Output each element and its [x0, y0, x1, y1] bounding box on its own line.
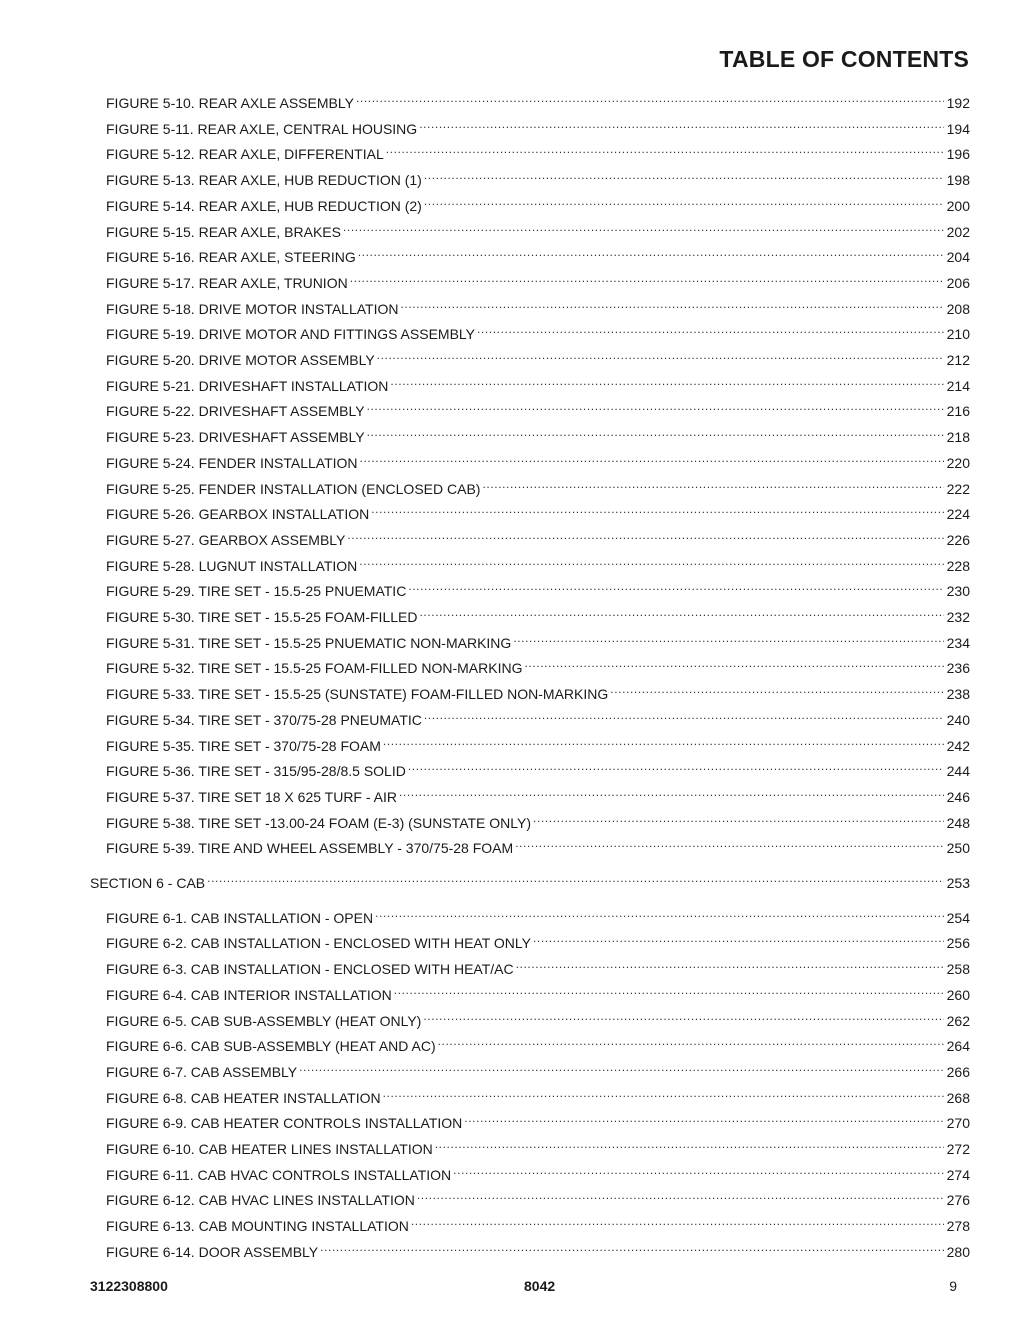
- toc-entry-page: 280: [946, 1243, 970, 1260]
- toc-figure-entry[interactable]: [106, 705, 970, 728]
- toc-figure-entry[interactable]: [106, 345, 970, 368]
- toc-entry-label: FIGURE 5-35. TIRE SET - 370/75-28 FOAM: [106, 737, 381, 754]
- toc-entry-page: 198: [946, 172, 970, 189]
- toc-figure-entry[interactable]: [106, 954, 970, 978]
- toc-entry-label: FIGURE 5-30. TIRE SET - 15.5-25 FOAM-FILLED: [106, 609, 418, 625]
- toc-entry-label: FIGURE 6-10. CAB HEATER LINES INSTALLATION: [106, 1141, 433, 1157]
- toc-figure-entry[interactable]: [106, 396, 970, 420]
- toc-figure-entry[interactable]: [106, 576, 970, 600]
- toc-figure-entry[interactable]: [106, 499, 970, 523]
- toc-entry-label: FIGURE 6-2. CAB INSTALLATION - ENCLOSED WITH HEAT ONLY: [106, 935, 531, 952]
- toc-entry-label: FIGURE 5-14. REAR AXLE, HUB REDUCTION (2): [106, 197, 422, 214]
- toc-entry-page: 224: [946, 506, 970, 523]
- dot-leader: [477, 319, 944, 339]
- toc-entry-page: 220: [946, 454, 970, 471]
- dot-leader: [438, 1031, 944, 1051]
- toc-entry-page: 254: [946, 909, 970, 926]
- toc-entry-label: FIGURE 6-14. DOOR ASSEMBLY: [106, 1243, 319, 1260]
- dot-leader: [359, 551, 943, 571]
- toc-entry-page: 250: [946, 840, 970, 857]
- dot-leader: [453, 1160, 944, 1180]
- toc-figure-entry[interactable]: [106, 319, 970, 343]
- dot-leader: [464, 1108, 943, 1128]
- dot-leader: [394, 980, 944, 1000]
- toc-figure-entry[interactable]: [106, 679, 970, 703]
- toc-figure-entry[interactable]: [106, 1083, 970, 1106]
- toc-figure-entry[interactable]: [106, 1185, 970, 1209]
- toc-entry-label: FIGURE 5-23. DRIVESHAFT ASSEMBLY: [106, 429, 365, 446]
- dot-leader: [533, 928, 944, 948]
- dot-leader: [358, 242, 944, 262]
- dot-leader: [419, 602, 943, 622]
- dot-leader: [513, 628, 943, 648]
- toc-section-entry[interactable]: [90, 868, 970, 891]
- toc-figure-entry[interactable]: [106, 525, 970, 548]
- toc-entry-label: FIGURE 5-11. REAR AXLE, CENTRAL HOUSING: [106, 120, 418, 137]
- toc-entry-page: 210: [946, 326, 970, 343]
- toc-figure-entry[interactable]: [106, 1237, 970, 1260]
- dot-leader: [423, 1006, 943, 1026]
- toc-figure-entry[interactable]: [106, 628, 970, 651]
- toc-entry-page: 236: [946, 660, 970, 677]
- dot-leader: [417, 1185, 944, 1205]
- toc-entry-label: FIGURE 5-29. TIRE SET - 15.5-25 PNUEMATIC: [106, 583, 407, 600]
- toc-entry-label: FIGURE 5-39. TIRE AND WHEEL ASSEMBLY - 370/75-28 FOAM: [106, 840, 514, 857]
- dot-leader: [411, 1211, 944, 1231]
- toc-entry-label: FIGURE 6-11. CAB HVAC CONTROLS INSTALLATION: [106, 1166, 452, 1183]
- toc-entry-label: FIGURE 6-13. CAB MOUNTING INSTALLATION: [106, 1218, 409, 1235]
- toc-entry-page: 262: [946, 1012, 970, 1029]
- toc-entry-page: 202: [946, 223, 970, 240]
- toc-entry-label: FIGURE 5-37. TIRE SET 18 X 625 TURF - AIR: [106, 788, 397, 805]
- toc-entry-page: 214: [946, 377, 970, 394]
- dot-leader: [367, 396, 944, 416]
- toc-entry-page: 246: [946, 788, 970, 805]
- toc-figure-entry[interactable]: [106, 653, 970, 677]
- toc-entry-label: FIGURE 5-27. GEARBOX ASSEMBLY: [106, 531, 346, 548]
- dot-leader: [435, 1134, 944, 1154]
- toc-figure-entry[interactable]: [106, 165, 970, 189]
- toc-figure-entry[interactable]: [106, 448, 970, 471]
- toc-entry-page: 196: [946, 146, 970, 163]
- toc-figure-entry[interactable]: [106, 1211, 970, 1235]
- toc-entry-page: 268: [946, 1089, 970, 1106]
- toc-figure-entry[interactable]: [106, 139, 970, 163]
- dot-leader: [533, 808, 944, 828]
- toc-entry-label: FIGURE 5-10. REAR AXLE ASSEMBLY: [106, 95, 354, 111]
- toc-figure-entry[interactable]: [106, 88, 970, 111]
- toc-entry-page: 218: [946, 429, 970, 446]
- toc-entry-label: FIGURE 5-20. DRIVE MOTOR ASSEMBLY: [106, 352, 375, 368]
- toc-figure-entry[interactable]: [106, 371, 970, 394]
- toc-entry-page: 253: [946, 875, 970, 891]
- toc-figure-entry[interactable]: [106, 1134, 970, 1157]
- toc-entry-label: FIGURE 5-34. TIRE SET - 370/75-28 PNEUMATIC: [106, 711, 422, 728]
- toc-entry-label: FIGURE 5-32. TIRE SET - 15.5-25 FOAM-FILLED NON-MARKING: [106, 660, 523, 677]
- toc-entry-label: FIGURE 6-9. CAB HEATER CONTROLS INSTALLATION: [106, 1115, 463, 1132]
- toc-entry-page: 200: [946, 197, 970, 214]
- dot-leader: [375, 903, 944, 923]
- toc-figure-entry[interactable]: [106, 1006, 970, 1029]
- toc-entry-label: FIGURE 6-8. CAB HEATER INSTALLATION: [106, 1089, 381, 1106]
- dot-leader: [320, 1237, 944, 1257]
- dot-leader: [360, 448, 944, 468]
- toc-entry-page: 244: [946, 763, 970, 780]
- toc-figure-entry[interactable]: [106, 474, 970, 497]
- toc-entry-label: FIGURE 5-36. TIRE SET - 315/95-28/8.5 SOLID: [106, 763, 406, 780]
- toc-entry-page: 240: [946, 711, 970, 728]
- dot-leader: [610, 679, 943, 699]
- footer-model: 8042: [524, 1278, 556, 1294]
- toc-entry-label: FIGURE 5-17. REAR AXLE, TRUNION: [106, 274, 348, 291]
- dot-leader: [383, 731, 944, 751]
- toc-entry-page: 234: [946, 634, 970, 651]
- toc-entry-label: SECTION 6 - CAB: [90, 875, 206, 891]
- toc-figure-entry[interactable]: [106, 1057, 970, 1080]
- toc-entry-page: 228: [946, 557, 970, 574]
- dot-leader: [299, 1057, 944, 1077]
- footer-page-number: 9: [949, 1278, 957, 1294]
- dot-leader: [424, 191, 944, 211]
- dot-leader: [419, 114, 943, 134]
- toc-entry-label: FIGURE 5-26. GEARBOX INSTALLATION: [106, 506, 370, 523]
- toc-figure-entry[interactable]: [106, 808, 970, 831]
- toc-entry-label: FIGURE 5-38. TIRE SET -13.00-24 FOAM (E-3) (SUNSTATE ONLY): [106, 814, 532, 831]
- dot-leader: [347, 525, 943, 545]
- toc-entry-page: 260: [946, 986, 970, 1003]
- toc-entry-label: FIGURE 5-21. DRIVESHAFT INSTALLATION: [106, 377, 389, 394]
- toc-figure-entry[interactable]: [106, 602, 970, 625]
- toc-entry-page: 248: [946, 814, 970, 831]
- dot-leader: [371, 499, 943, 519]
- toc-entry-page: 226: [946, 531, 970, 548]
- dot-leader: [515, 833, 943, 853]
- toc-entry-label: FIGURE 5-15. REAR AXLE, BRAKES: [106, 223, 341, 240]
- toc-figure-entry[interactable]: [106, 242, 970, 266]
- dot-leader: [377, 345, 944, 365]
- toc-figure-entry[interactable]: [106, 980, 970, 1003]
- dot-leader: [383, 1083, 944, 1103]
- toc-entry-page: 256: [946, 935, 970, 952]
- toc-entry-page: 212: [946, 352, 970, 368]
- toc-entry-page: 276: [946, 1192, 970, 1209]
- toc-entry-page: 238: [946, 686, 970, 703]
- toc-entry-label: FIGURE 5-28. LUGNUT INSTALLATION: [106, 557, 358, 574]
- toc-entry-page: 206: [946, 274, 970, 291]
- dot-leader: [401, 294, 944, 314]
- dot-leader: [367, 422, 944, 442]
- dot-leader: [390, 371, 943, 391]
- toc-entry-page: 242: [946, 737, 970, 754]
- toc-entry-label: FIGURE 5-24. FENDER INSTALLATION: [106, 454, 358, 471]
- dot-leader: [516, 954, 944, 974]
- toc-figure-entry[interactable]: [106, 782, 970, 805]
- toc-entry-label: FIGURE 5-33. TIRE SET - 15.5-25 (SUNSTATE) FOAM-FILLED NON-MARKING: [106, 686, 609, 703]
- toc-entry-label: FIGURE 6-1. CAB INSTALLATION - OPEN: [106, 909, 374, 926]
- toc-entry-page: 278: [946, 1218, 970, 1235]
- toc-entry-page: 204: [946, 249, 970, 266]
- toc-entry-page: 270: [946, 1115, 970, 1132]
- toc-entry-label: FIGURE 5-16. REAR AXLE, STEERING: [106, 249, 356, 266]
- toc-entry-page: 208: [946, 300, 970, 317]
- dot-leader: [482, 474, 943, 494]
- toc-entry-page: 274: [946, 1166, 970, 1183]
- toc-entry-label: FIGURE 5-25. FENDER INSTALLATION (ENCLOSED CAB): [106, 480, 481, 497]
- toc-figure-entry[interactable]: [106, 833, 970, 857]
- toc-entry-page: 264: [946, 1038, 970, 1055]
- toc-figure-entry[interactable]: [106, 1160, 970, 1183]
- toc-entry-page: 258: [946, 961, 970, 978]
- toc-figure-entry[interactable]: [106, 268, 970, 291]
- toc-entry-label: FIGURE 6-12. CAB HVAC LINES INSTALLATION: [106, 1192, 415, 1209]
- toc-entry-label: FIGURE 6-4. CAB INTERIOR INSTALLATION: [106, 986, 392, 1003]
- footer-part-number: 3122308800: [90, 1278, 168, 1294]
- toc-figure-entry[interactable]: [106, 114, 970, 137]
- toc-entry-label: FIGURE 5-19. DRIVE MOTOR AND FITTINGS ASSEMBLY: [106, 326, 475, 343]
- toc-entry-page: 266: [946, 1063, 970, 1080]
- dot-leader: [424, 705, 944, 725]
- toc-figure-entry[interactable]: [106, 191, 970, 214]
- toc-entry-page: 232: [946, 609, 970, 625]
- toc-figure-entry[interactable]: [106, 1031, 970, 1055]
- toc-entry-label: FIGURE 6-3. CAB INSTALLATION - ENCLOSED WITH HEAT/AC: [106, 961, 514, 978]
- dot-leader: [207, 868, 944, 888]
- toc-entry-label: FIGURE 5-22. DRIVESHAFT ASSEMBLY: [106, 403, 365, 420]
- dot-leader: [356, 88, 944, 108]
- toc-figure-entry[interactable]: [106, 294, 970, 317]
- toc-figure-entry[interactable]: [106, 217, 970, 240]
- toc-entry-page: 222: [946, 480, 970, 497]
- toc-entry-page: 272: [946, 1141, 970, 1157]
- dot-leader: [399, 782, 944, 802]
- dot-leader: [343, 217, 944, 237]
- page-title: TABLE OF CONTENTS: [719, 46, 969, 72]
- toc-entry-label: FIGURE 5-13. REAR AXLE, HUB REDUCTION (1): [106, 172, 422, 189]
- toc-entry-label: FIGURE 5-18. DRIVE MOTOR INSTALLATION: [106, 300, 399, 317]
- toc-figure-entry[interactable]: [106, 422, 970, 446]
- toc-figure-entry[interactable]: [106, 903, 970, 926]
- dot-leader: [386, 139, 944, 159]
- toc-entry-page: 192: [946, 95, 970, 111]
- toc-figure-entry[interactable]: [106, 1108, 970, 1132]
- toc-entry-label: FIGURE 5-31. TIRE SET - 15.5-25 PNUEMATIC NON-MARKING: [106, 634, 512, 651]
- toc-entry-label: FIGURE 6-7. CAB ASSEMBLY: [106, 1063, 298, 1080]
- dot-leader: [408, 576, 943, 596]
- dot-leader: [350, 268, 944, 288]
- dot-leader: [424, 165, 944, 185]
- toc-entry-label: FIGURE 6-5. CAB SUB-ASSEMBLY (HEAT ONLY): [106, 1012, 422, 1029]
- toc-figure-entry[interactable]: [106, 928, 970, 952]
- toc-entry-label: FIGURE 6-6. CAB SUB-ASSEMBLY (HEAT AND AC): [106, 1038, 436, 1055]
- dot-leader: [524, 653, 943, 673]
- dot-leader: [408, 756, 944, 776]
- toc-entry-page: 230: [946, 583, 970, 600]
- toc-figure-entry[interactable]: [106, 756, 970, 780]
- toc-entry-page: 216: [946, 403, 970, 420]
- toc-figure-entry[interactable]: [106, 731, 970, 754]
- toc-entry-label: FIGURE 5-12. REAR AXLE, DIFFERENTIAL: [106, 146, 384, 163]
- toc-figure-entry[interactable]: [106, 551, 970, 574]
- toc-entry-page: 194: [946, 120, 970, 137]
